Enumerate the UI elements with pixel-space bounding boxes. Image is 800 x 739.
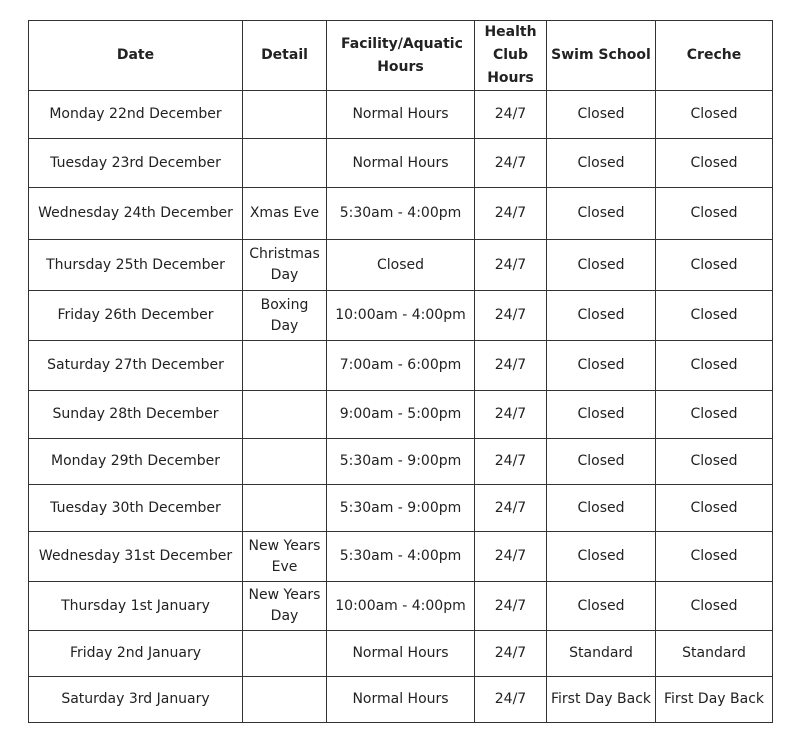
cell-facility: Normal Hours bbox=[327, 677, 475, 723]
cell-health: 24/7 bbox=[475, 532, 547, 582]
cell-swim: Closed bbox=[547, 240, 656, 291]
cell-facility: 9:00am - 5:00pm bbox=[327, 391, 475, 439]
cell-swim: Closed bbox=[547, 439, 656, 485]
cell-creche: Closed bbox=[656, 240, 773, 291]
cell-date: Wednesday 31st December bbox=[29, 532, 243, 582]
cell-health: 24/7 bbox=[475, 188, 547, 240]
cell-detail bbox=[243, 91, 327, 139]
cell-swim: Closed bbox=[547, 91, 656, 139]
cell-health: 24/7 bbox=[475, 439, 547, 485]
cell-health: 24/7 bbox=[475, 341, 547, 391]
cell-health: 24/7 bbox=[475, 139, 547, 188]
table-row bbox=[29, 677, 773, 723]
cell-swim: Closed bbox=[547, 341, 656, 391]
cell-facility: 10:00am - 4:00pm bbox=[327, 582, 475, 631]
cell-creche: Closed bbox=[656, 139, 773, 188]
cell-date: Friday 26th December bbox=[29, 291, 243, 341]
cell-health: 24/7 bbox=[475, 631, 547, 677]
cell-health: 24/7 bbox=[475, 582, 547, 631]
cell-facility: 10:00am - 4:00pm bbox=[327, 291, 475, 341]
cell-facility: Normal Hours bbox=[327, 91, 475, 139]
table-row bbox=[29, 188, 773, 240]
cell-swim: Closed bbox=[547, 291, 656, 341]
cell-date: Saturday 3rd January bbox=[29, 677, 243, 723]
cell-health: 24/7 bbox=[475, 291, 547, 341]
cell-creche: Standard bbox=[656, 631, 773, 677]
cell-swim: Closed bbox=[547, 485, 656, 532]
cell-health: 24/7 bbox=[475, 240, 547, 291]
cell-date: Thursday 1st January bbox=[29, 582, 243, 631]
header-row bbox=[29, 21, 773, 91]
cell-creche: Closed bbox=[656, 582, 773, 631]
cell-facility: 5:30am - 4:00pm bbox=[327, 532, 475, 582]
header-creche: Creche bbox=[656, 21, 773, 91]
cell-detail bbox=[243, 139, 327, 188]
cell-facility: 5:30am - 4:00pm bbox=[327, 188, 475, 240]
table-row bbox=[29, 582, 773, 631]
cell-health: 24/7 bbox=[475, 485, 547, 532]
table-row bbox=[29, 391, 773, 439]
cell-date: Thursday 25th December bbox=[29, 240, 243, 291]
cell-facility: 7:00am - 6:00pm bbox=[327, 341, 475, 391]
cell-facility: Normal Hours bbox=[327, 139, 475, 188]
cell-detail bbox=[243, 485, 327, 532]
cell-detail: New Years Eve bbox=[243, 532, 327, 582]
cell-health: 24/7 bbox=[475, 677, 547, 723]
cell-detail: Boxing Day bbox=[243, 291, 327, 341]
cell-date: Friday 2nd January bbox=[29, 631, 243, 677]
holiday-hours-table bbox=[28, 20, 773, 723]
cell-facility: 5:30am - 9:00pm bbox=[327, 485, 475, 532]
cell-creche: Closed bbox=[656, 391, 773, 439]
cell-detail bbox=[243, 341, 327, 391]
cell-date: Wednesday 24th December bbox=[29, 188, 243, 240]
cell-facility: Closed bbox=[327, 240, 475, 291]
cell-swim: Closed bbox=[547, 139, 656, 188]
cell-facility: 5:30am - 9:00pm bbox=[327, 439, 475, 485]
cell-date: Monday 29th December bbox=[29, 439, 243, 485]
cell-date: Sunday 28th December bbox=[29, 391, 243, 439]
header-detail: Detail bbox=[243, 21, 327, 91]
cell-swim: First Day Back bbox=[547, 677, 656, 723]
cell-creche: Closed bbox=[656, 291, 773, 341]
cell-health: 24/7 bbox=[475, 391, 547, 439]
table-row bbox=[29, 439, 773, 485]
cell-creche: Closed bbox=[656, 485, 773, 532]
cell-detail bbox=[243, 631, 327, 677]
cell-creche: Closed bbox=[656, 341, 773, 391]
cell-detail bbox=[243, 677, 327, 723]
cell-creche: Closed bbox=[656, 188, 773, 240]
cell-swim: Standard bbox=[547, 631, 656, 677]
cell-detail: Xmas Eve bbox=[243, 188, 327, 240]
cell-detail bbox=[243, 391, 327, 439]
cell-swim: Closed bbox=[547, 188, 656, 240]
table-row bbox=[29, 631, 773, 677]
cell-date: Tuesday 23rd December bbox=[29, 139, 243, 188]
header-date: Date bbox=[29, 21, 243, 91]
cell-swim: Closed bbox=[547, 582, 656, 631]
cell-swim: Closed bbox=[547, 391, 656, 439]
table-row bbox=[29, 485, 773, 532]
cell-creche: Closed bbox=[656, 91, 773, 139]
cell-creche: Closed bbox=[656, 532, 773, 582]
header-swim-school: Swim School bbox=[547, 21, 656, 91]
cell-detail: Christmas Day bbox=[243, 240, 327, 291]
table-row bbox=[29, 139, 773, 188]
cell-date: Tuesday 30th December bbox=[29, 485, 243, 532]
table-row bbox=[29, 291, 773, 341]
cell-facility: Normal Hours bbox=[327, 631, 475, 677]
table-row bbox=[29, 240, 773, 291]
cell-creche: Closed bbox=[656, 439, 773, 485]
table-row bbox=[29, 532, 773, 582]
cell-creche: First Day Back bbox=[656, 677, 773, 723]
cell-swim: Closed bbox=[547, 532, 656, 582]
cell-date: Monday 22nd December bbox=[29, 91, 243, 139]
table-row bbox=[29, 91, 773, 139]
header-health-club: Health Club Hours bbox=[475, 21, 547, 91]
cell-date: Saturday 27th December bbox=[29, 341, 243, 391]
header-facility: Facility/Aquatic Hours bbox=[327, 21, 475, 91]
table-row bbox=[29, 341, 773, 391]
cell-detail bbox=[243, 439, 327, 485]
cell-detail: New Years Day bbox=[243, 582, 327, 631]
cell-health: 24/7 bbox=[475, 91, 547, 139]
